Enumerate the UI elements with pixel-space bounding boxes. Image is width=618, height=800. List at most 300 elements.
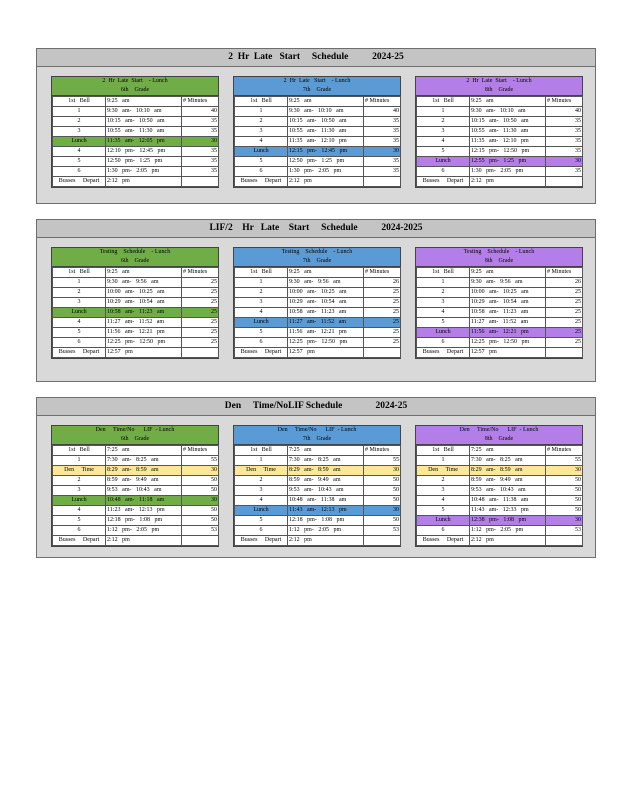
minutes-cell: 25 (182, 328, 219, 338)
period-cell: 1 (417, 278, 470, 288)
table-row (53, 456, 219, 466)
minutes-cell: 25 (364, 338, 401, 348)
table-row (417, 167, 583, 177)
schedule-title: Den Time/No LIF - Lunch (277, 427, 357, 433)
table-row (53, 157, 219, 167)
period-cell: 1 (417, 107, 470, 117)
time-cell: 10:00 am- 10:25 am (288, 288, 364, 298)
period-cell: 5 (53, 516, 106, 526)
time-cell: 11:56 am- 12:21 pm (470, 328, 546, 338)
table-row (53, 536, 219, 546)
grade-label: 8th Grade (484, 436, 514, 442)
time-cell: 12:25 pm- 12:50 pm (288, 338, 364, 348)
table-row (53, 338, 219, 348)
time-cell: 10:00 am- 10:25 am (470, 288, 546, 298)
minutes-cell: 26 (364, 278, 401, 288)
schedule-table (52, 445, 219, 546)
period-cell: 1st Bell (417, 446, 470, 456)
period-cell: 5 (235, 516, 288, 526)
table-row (235, 496, 401, 506)
table-row (53, 516, 219, 526)
table-row (235, 536, 401, 546)
period-cell: 6 (417, 167, 470, 177)
minutes-cell: # Minutes (364, 446, 401, 456)
time-cell: 8:29 am- 8:59 am (106, 466, 182, 476)
period-cell: 3 (235, 298, 288, 308)
schedule-section-3 (36, 397, 596, 558)
schedule-8th-grade (415, 425, 583, 547)
schedule-6th-grade (51, 76, 219, 188)
period-cell: 1 (53, 456, 106, 466)
table-row (235, 157, 401, 167)
period-cell: 5 (235, 157, 288, 167)
minutes-cell: # Minutes (546, 446, 583, 456)
minutes-cell: 25 (182, 288, 219, 298)
time-cell: 11:35 am- 12:10 pm (470, 137, 546, 147)
time-cell: 7:25 am (106, 446, 182, 456)
table-row (417, 536, 583, 546)
time-cell: 8:59 am- 9:49 am (106, 476, 182, 486)
minutes-cell: 25 (182, 318, 219, 328)
time-cell: 7:30 am- 8:25 am (470, 456, 546, 466)
table-row (53, 127, 219, 137)
time-cell: 2:12 pm (470, 536, 546, 546)
minutes-cell: 50 (182, 516, 219, 526)
time-cell: 7:25 am (470, 446, 546, 456)
time-cell: 11:43 am- 12:13 pm (288, 506, 364, 516)
schedule-title: 2 Hr Late Start - Lunch (102, 78, 168, 84)
time-cell: 8:29 am- 8:59 am (288, 466, 364, 476)
time-cell: 9:30 am- 9:56 am (470, 278, 546, 288)
time-cell: 10:29 am- 10:54 am (288, 298, 364, 308)
time-cell: 12:50 pm- 1:25 pm (106, 157, 182, 167)
minutes-cell: 50 (182, 486, 219, 496)
minutes-cell: 50 (546, 476, 583, 486)
period-cell: Den Time (235, 466, 288, 476)
minutes-cell: # Minutes (182, 268, 219, 278)
period-cell: 6 (53, 338, 106, 348)
table-row (417, 127, 583, 137)
table-row (417, 177, 583, 187)
minutes-cell: 30 (546, 157, 583, 167)
table-row (53, 147, 219, 157)
table-row (53, 268, 219, 278)
time-cell: 12:25 pm- 12:50 pm (106, 338, 182, 348)
minutes-cell: 35 (182, 157, 219, 167)
period-cell: 1 (235, 456, 288, 466)
time-cell: 12:15 pm- 12:45 pm (288, 147, 364, 157)
time-cell: 12:57 pm (106, 348, 182, 358)
minutes-cell (546, 536, 583, 546)
table-row (235, 147, 401, 157)
schedule-header (416, 248, 582, 267)
minutes-cell: 35 (182, 147, 219, 157)
time-cell: 2:12 pm (288, 177, 364, 187)
period-cell: 6 (53, 526, 106, 536)
table-row (235, 486, 401, 496)
table-row (417, 506, 583, 516)
grade-label: 7th Grade (302, 87, 332, 93)
time-cell: 7:25 am (288, 446, 364, 456)
table-row (235, 506, 401, 516)
time-cell: 11:35 am- 12:05 pm (106, 137, 182, 147)
table-row (235, 288, 401, 298)
period-cell: 1 (417, 456, 470, 466)
table-row (235, 328, 401, 338)
table-row (235, 298, 401, 308)
schedule-header (52, 248, 218, 267)
period-cell: 1st Bell (235, 268, 288, 278)
time-cell: 9:53 am- 10:43 am (470, 486, 546, 496)
schedule-table (52, 96, 219, 187)
schedule-8th-grade (415, 247, 583, 359)
period-cell: Lunch (235, 318, 288, 328)
period-cell: Busses Depart (53, 536, 106, 546)
schedule-6th-grade (51, 425, 219, 547)
section-title: 2 Hr Late Start Schedule 2024-25 (37, 49, 595, 67)
minutes-cell: 25 (546, 318, 583, 328)
table-row (53, 298, 219, 308)
table-row (53, 308, 219, 318)
period-cell: 1 (53, 278, 106, 288)
schedule-header (52, 77, 218, 96)
schedule-header (52, 426, 218, 445)
minutes-cell: 55 (182, 456, 219, 466)
time-cell: 10:29 am- 10:54 am (106, 298, 182, 308)
time-cell: 9:25 am (288, 97, 364, 107)
schedule-title: 2 Hr Late Start - Lunch (466, 78, 532, 84)
table-row (417, 97, 583, 107)
minutes-cell: 30 (364, 506, 401, 516)
minutes-cell: 53 (546, 526, 583, 536)
table-row (417, 157, 583, 167)
time-cell: 12:38 pm- 1:08 pm (470, 516, 546, 526)
minutes-cell (364, 348, 401, 358)
minutes-cell: 25 (546, 338, 583, 348)
schedule-7th-grade (233, 76, 401, 188)
schedule-header (234, 248, 400, 267)
period-cell: 4 (235, 308, 288, 318)
table-row (53, 446, 219, 456)
schedule-header (234, 426, 400, 445)
time-cell: 12:57 pm (470, 348, 546, 358)
schedule-7th-grade (233, 425, 401, 547)
period-cell: Lunch (53, 308, 106, 318)
period-cell: 2 (235, 117, 288, 127)
table-row (53, 486, 219, 496)
time-cell: 9:25 am (288, 268, 364, 278)
time-cell: 10:55 am- 11:30 am (470, 127, 546, 137)
minutes-cell (182, 348, 219, 358)
table-row (417, 338, 583, 348)
time-cell: 9:30 am- 9:56 am (288, 278, 364, 288)
time-cell: 9:25 am (470, 97, 546, 107)
table-row (235, 348, 401, 358)
grade-label: 8th Grade (484, 87, 514, 93)
minutes-cell: 30 (364, 147, 401, 157)
table-row (53, 328, 219, 338)
table-row (235, 456, 401, 466)
minutes-cell: 30 (182, 466, 219, 476)
time-cell: 2:12 pm (288, 536, 364, 546)
schedule-table (234, 445, 401, 546)
table-row (417, 117, 583, 127)
period-cell: 4 (53, 318, 106, 328)
period-cell: 3 (417, 486, 470, 496)
minutes-cell: 25 (182, 278, 219, 288)
minutes-cell: 50 (364, 496, 401, 506)
period-cell: Lunch (53, 137, 106, 147)
minutes-cell: 35 (546, 117, 583, 127)
minutes-cell: 25 (182, 308, 219, 318)
time-cell: 1:30 pm- 2:05 pm (470, 167, 546, 177)
time-cell: 9:53 am- 10:43 am (288, 486, 364, 496)
period-cell: 5 (53, 157, 106, 167)
period-cell: 5 (417, 506, 470, 516)
schedule-title: Den Time/No LIF - Lunch (95, 427, 175, 433)
minutes-cell (182, 177, 219, 187)
minutes-cell: 30 (182, 137, 219, 147)
time-cell: 1:30 pm- 2:05 pm (288, 167, 364, 177)
time-cell: 9:25 am (106, 97, 182, 107)
table-row (417, 137, 583, 147)
time-cell: 12:25 pm- 12:50 pm (470, 338, 546, 348)
period-cell: Lunch (417, 328, 470, 338)
minutes-cell: 35 (182, 127, 219, 137)
time-cell: 7:30 am- 8:25 am (288, 456, 364, 466)
time-cell: 10:15 am- 10:50 am (288, 117, 364, 127)
time-cell: 10:58 am- 11:23 am (106, 308, 182, 318)
time-cell: 10:15 am- 10:50 am (106, 117, 182, 127)
minutes-cell: 30 (182, 496, 219, 506)
schedule-section-1 (36, 48, 596, 204)
table-row (235, 526, 401, 536)
schedule-header (234, 77, 400, 96)
schedule-table (234, 96, 401, 187)
period-cell: Busses Depart (417, 536, 470, 546)
period-cell: 2 (53, 117, 106, 127)
time-cell: 2:12 pm (106, 177, 182, 187)
time-cell: 10:00 am- 10:25 am (106, 288, 182, 298)
table-row (235, 446, 401, 456)
minutes-cell: # Minutes (546, 268, 583, 278)
period-cell: 3 (53, 298, 106, 308)
period-cell: 1st Bell (417, 268, 470, 278)
table-row (417, 496, 583, 506)
schedule-title: 2 Hr Late Start - Lunch (283, 78, 351, 84)
minutes-cell: 35 (364, 127, 401, 137)
minutes-cell: 35 (364, 117, 401, 127)
period-cell: 4 (417, 137, 470, 147)
period-cell: 6 (235, 338, 288, 348)
table-row (53, 496, 219, 506)
table-row (417, 516, 583, 526)
schedule-table (234, 267, 401, 358)
schedule-8th-grade (415, 76, 583, 188)
minutes-cell: # Minutes (546, 97, 583, 107)
grade-label: 6th Grade (120, 436, 150, 442)
period-cell: Busses Depart (417, 177, 470, 187)
time-cell: 12:57 pm (288, 348, 364, 358)
schedule-header (416, 77, 582, 96)
minutes-cell: 50 (546, 506, 583, 516)
time-cell: 10:55 am- 11:30 am (288, 127, 364, 137)
period-cell: Busses Depart (417, 348, 470, 358)
minutes-cell: 50 (364, 516, 401, 526)
period-cell: 6 (417, 526, 470, 536)
schedule-title: Testing Schedule - Lunch (99, 249, 171, 255)
time-cell: 11:43 am- 12:33 pm (470, 506, 546, 516)
time-cell: 1:12 pm- 2:05 pm (470, 526, 546, 536)
minutes-cell: 30 (364, 466, 401, 476)
grade-label: 8th Grade (484, 258, 514, 264)
period-cell: Busses Depart (53, 348, 106, 358)
minutes-cell: 35 (182, 117, 219, 127)
time-cell: 1:12 pm- 2:05 pm (288, 526, 364, 536)
schedule-section-2 (36, 219, 596, 382)
time-cell: 9:25 am (106, 268, 182, 278)
minutes-cell: 35 (364, 157, 401, 167)
table-row (417, 147, 583, 157)
table-row (53, 177, 219, 187)
time-cell: 9:25 am (470, 268, 546, 278)
time-cell: 7:30 am- 8:25 am (106, 456, 182, 466)
table-row (235, 308, 401, 318)
minutes-cell: 35 (546, 127, 583, 137)
minutes-cell: 40 (546, 107, 583, 117)
table-row (235, 318, 401, 328)
table-row (235, 137, 401, 147)
table-row (53, 318, 219, 328)
minutes-cell: # Minutes (182, 97, 219, 107)
minutes-cell: 30 (546, 516, 583, 526)
minutes-cell: 25 (182, 298, 219, 308)
period-cell: Lunch (417, 516, 470, 526)
table-row (53, 348, 219, 358)
period-cell: 2 (417, 288, 470, 298)
period-cell: 1st Bell (417, 97, 470, 107)
time-cell: 11:56 am- 12:21 pm (106, 328, 182, 338)
period-cell: Lunch (235, 506, 288, 516)
period-cell: 2 (417, 476, 470, 486)
minutes-cell: 35 (546, 137, 583, 147)
time-cell: 12:10 pm- 12:45 pm (106, 147, 182, 157)
table-row (53, 97, 219, 107)
schedule-table (416, 96, 583, 187)
schedule-title: Testing Schedule - Lunch (463, 249, 535, 255)
time-cell: 2:12 pm (470, 177, 546, 187)
table-row (53, 466, 219, 476)
table-row (235, 278, 401, 288)
grade-label: 7th Grade (302, 258, 332, 264)
minutes-cell: 53 (182, 526, 219, 536)
minutes-cell: 55 (546, 456, 583, 466)
period-cell: 6 (235, 167, 288, 177)
time-cell: 1:12 pm- 2:05 pm (106, 526, 182, 536)
period-cell: 4 (53, 506, 106, 516)
time-cell: 10:29 am- 10:54 am (470, 298, 546, 308)
time-cell: 11:27 am- 11:52 am (470, 318, 546, 328)
minutes-cell: 25 (546, 288, 583, 298)
time-cell: 11:35 am- 12:10 pm (288, 137, 364, 147)
minutes-cell: 25 (546, 298, 583, 308)
table-row (235, 268, 401, 278)
time-cell: 11:27 am- 11:52 am (106, 318, 182, 328)
time-cell: 10:58 am- 11:23 am (470, 308, 546, 318)
period-cell: 4 (235, 137, 288, 147)
time-cell: 12:15 pm- 12:50 pm (470, 147, 546, 157)
table-row (417, 446, 583, 456)
period-cell: Den Time (417, 466, 470, 476)
table-row (235, 117, 401, 127)
minutes-cell: 26 (546, 278, 583, 288)
period-cell: 2 (53, 288, 106, 298)
period-cell: 1 (53, 107, 106, 117)
period-cell: Lunch (235, 147, 288, 157)
table-row (417, 328, 583, 338)
table-row (235, 516, 401, 526)
minutes-cell: 40 (364, 107, 401, 117)
time-cell: 10:55 am- 11:30 am (106, 127, 182, 137)
minutes-cell: 50 (182, 476, 219, 486)
period-cell: 6 (53, 167, 106, 177)
table-row (235, 476, 401, 486)
minutes-cell: 25 (182, 338, 219, 348)
period-cell: 6 (235, 526, 288, 536)
table-row (417, 288, 583, 298)
minutes-cell: 55 (364, 456, 401, 466)
minutes-cell: 50 (364, 486, 401, 496)
grade-label: 6th Grade (120, 87, 150, 93)
time-cell: 10:48 am- 11:38 am (288, 496, 364, 506)
time-cell: 11:27 am- 11:52 am (288, 318, 364, 328)
minutes-cell: 53 (364, 526, 401, 536)
grade-label: 7th Grade (302, 436, 332, 442)
period-cell: 3 (417, 127, 470, 137)
period-cell: 5 (235, 328, 288, 338)
period-cell: Lunch (53, 496, 106, 506)
time-cell: 11:56 am- 12:21 pm (288, 328, 364, 338)
period-cell: 3 (235, 127, 288, 137)
minutes-cell: 40 (182, 107, 219, 117)
period-cell: 4 (417, 308, 470, 318)
table-row (53, 288, 219, 298)
minutes-cell: # Minutes (182, 446, 219, 456)
minutes-cell: 25 (546, 308, 583, 318)
period-cell: 6 (417, 338, 470, 348)
time-cell: 12:50 pm- 1:25 pm (288, 157, 364, 167)
table-row (235, 167, 401, 177)
period-cell: 2 (235, 288, 288, 298)
period-cell: 5 (417, 318, 470, 328)
table-row (53, 107, 219, 117)
section-title: LIF/2 Hr Late Start Schedule 2024-2025 (37, 220, 595, 238)
section-title: Den Time/NoLIF Schedule 2024-25 (37, 398, 595, 416)
period-cell: 1st Bell (235, 446, 288, 456)
time-cell: 12:18 pm- 1:08 pm (288, 516, 364, 526)
minutes-cell (364, 177, 401, 187)
period-cell: 2 (53, 476, 106, 486)
table-row (235, 466, 401, 476)
minutes-cell (364, 536, 401, 546)
table-row (235, 177, 401, 187)
period-cell: Busses Depart (235, 348, 288, 358)
period-cell: 4 (53, 147, 106, 157)
minutes-cell (546, 348, 583, 358)
minutes-cell: # Minutes (364, 97, 401, 107)
time-cell: 10:15 am- 10:50 am (470, 117, 546, 127)
minutes-cell: 30 (546, 466, 583, 476)
